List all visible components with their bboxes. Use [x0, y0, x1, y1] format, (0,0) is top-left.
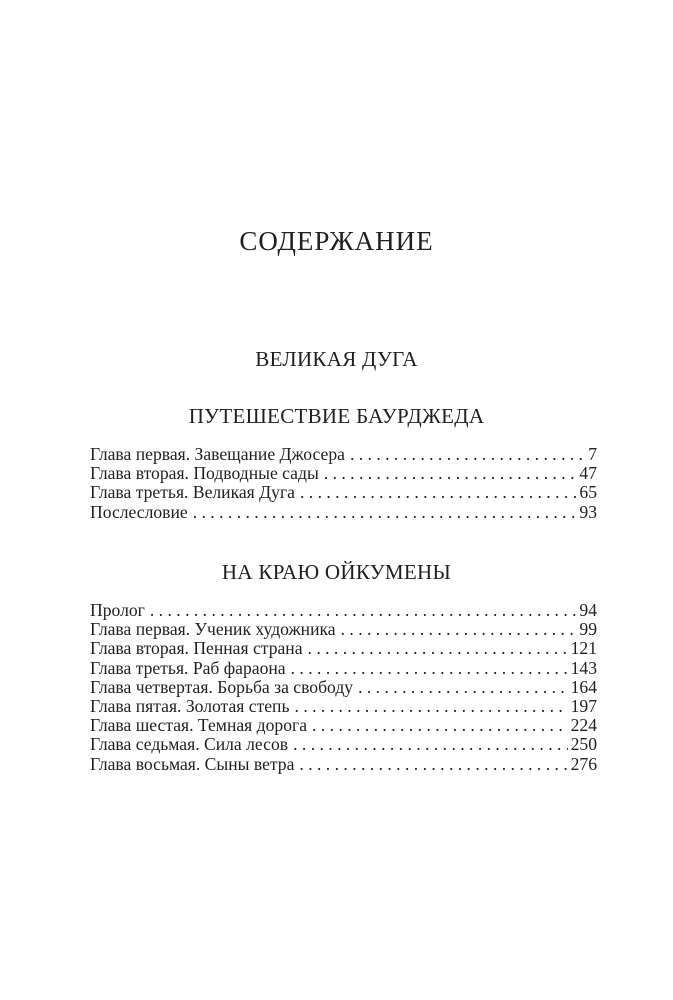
- contents-title: СОДЕРЖАНИЕ: [239, 226, 434, 256]
- toc-entry: [90, 503, 597, 522]
- toc-entry-title: Глава первая. Ученик художника: [90, 620, 336, 640]
- toc-entry-page-number: 121: [570, 639, 597, 659]
- toc-entry: [90, 716, 597, 735]
- toc-entry-page-number: 250: [570, 735, 597, 755]
- toc-entry-title: Глава восьмая. Сыны ветра: [90, 754, 295, 774]
- toc-list: [90, 601, 597, 774]
- dot-leader: [341, 620, 577, 639]
- section-title: ПУТЕШЕСТВИЕ БАУРДЖЕДА: [188, 404, 485, 428]
- toc-entry: [90, 735, 597, 754]
- dot-leader: [293, 735, 568, 754]
- toc-entry-title: Пролог: [90, 601, 145, 620]
- toc-entry-title: Глава четвертая. Борьба за свободу: [90, 677, 354, 697]
- toc-entry-page-number: 94: [579, 601, 597, 620]
- toc-entry: [90, 601, 597, 620]
- toc-entry-title: Глава шестая. Темная дорога: [90, 716, 308, 736]
- toc-entry-page-number: 65: [579, 483, 597, 503]
- toc-entry-page-number: 47: [579, 464, 597, 484]
- toc-entry-page-number: 164: [570, 677, 597, 697]
- dot-leader: [324, 464, 577, 483]
- toc-entry-page-number: 7: [588, 445, 597, 464]
- toc-entry-title: Глава вторая. Пенная страна: [90, 639, 303, 659]
- dot-leader: [193, 503, 577, 522]
- toc-entry: [90, 697, 597, 716]
- toc-entry: [90, 445, 597, 464]
- toc-entry: [90, 483, 597, 502]
- toc-entry: [90, 678, 597, 697]
- toc-entry-title: Глава третья. Раб фараона: [90, 658, 286, 678]
- toc-entry: [90, 620, 597, 639]
- toc-list: [90, 445, 597, 522]
- dot-leader: [299, 755, 567, 774]
- dot-leader: [308, 639, 568, 658]
- toc-entry: [90, 639, 597, 658]
- dot-leader: [295, 697, 568, 716]
- toc-entry-title: Глава пятая. Золотая степь: [90, 696, 290, 716]
- dot-leader: [150, 601, 577, 620]
- toc-entry-title: Глава первая. Завещание Джосера: [90, 445, 345, 464]
- dot-leader: [358, 678, 568, 697]
- dot-leader: [350, 445, 585, 464]
- toc-entry-page-number: 143: [570, 658, 597, 678]
- toc-entry-page-number: 93: [579, 502, 597, 522]
- toc-entry: [90, 659, 597, 678]
- toc-entry-page-number: 197: [570, 696, 597, 716]
- toc-entry-page-number: 276: [570, 754, 597, 774]
- dot-leader: [312, 716, 568, 735]
- toc-entry: [90, 464, 597, 483]
- dot-leader: [300, 483, 576, 502]
- toc-entry-title: Послесловие: [90, 502, 188, 522]
- part-title: ВЕЛИКАЯ ДУГА: [255, 347, 418, 371]
- toc-entry-title: Глава седьмая. Сила лесов: [90, 735, 289, 755]
- toc-entry-page-number: 224: [570, 716, 597, 736]
- dot-leader: [291, 659, 568, 678]
- toc-entry: [90, 755, 597, 774]
- toc-entry-title: Глава третья. Великая Дуга: [90, 483, 295, 503]
- toc-entry-page-number: 99: [579, 620, 597, 640]
- toc-entry-title: Глава вторая. Подводные сады: [90, 464, 319, 484]
- section-title: НА КРАЮ ОЙКУМЕНЫ: [221, 560, 452, 584]
